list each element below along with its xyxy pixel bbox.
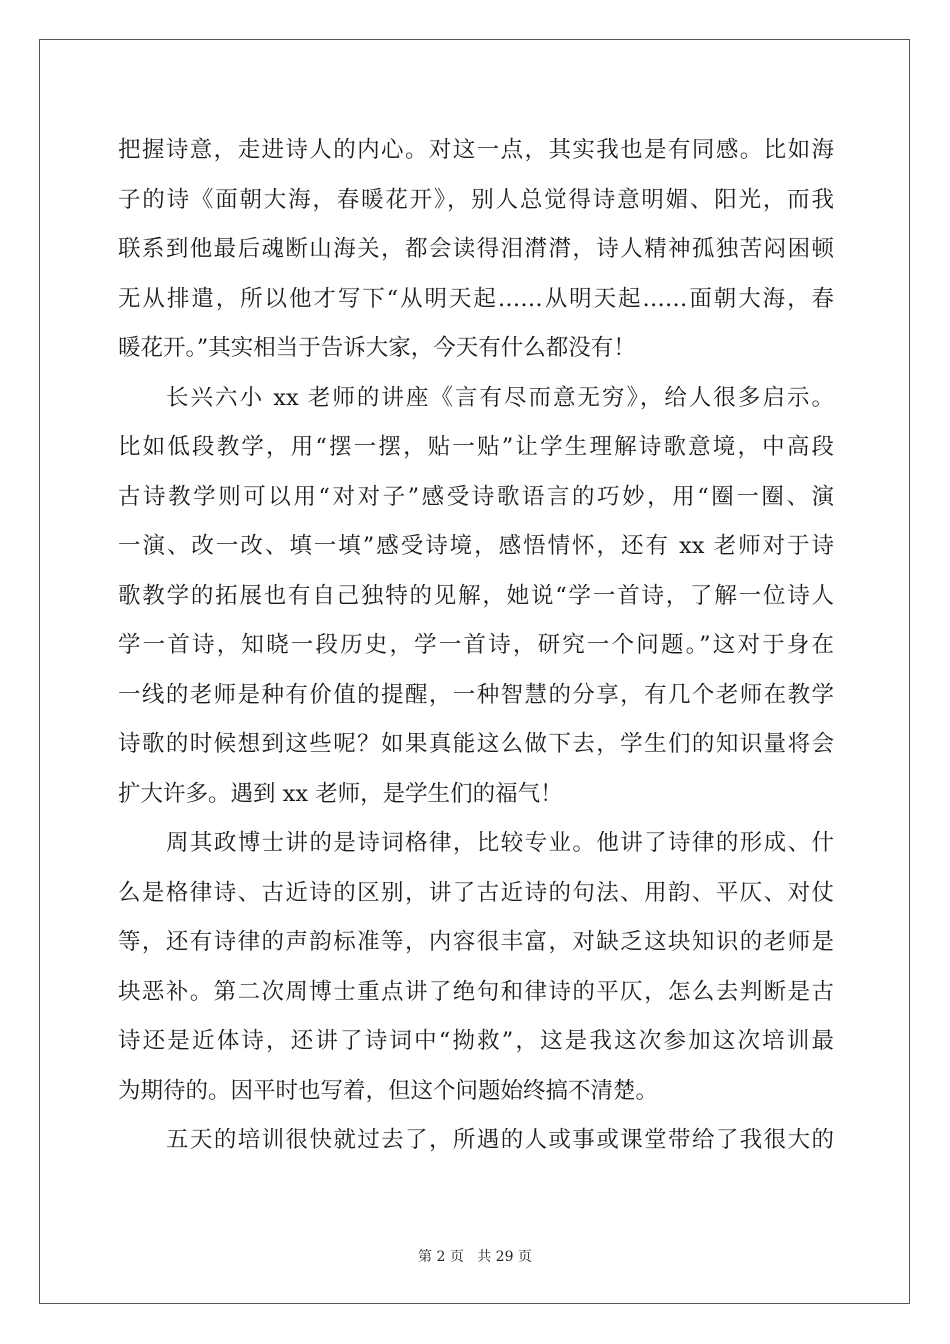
text-line: 一线的老师是种有价值的提醒，一种智慧的分享，有几个老师在教学: [118, 681, 834, 708]
paragraph-first-line: 长兴六小 xx 老师的讲座《言有尽而意无穷》，给人很多启示。: [166, 384, 834, 411]
text-line: 扩大许多。遇到 xx 老师，是学生们的福气！: [118, 780, 563, 807]
text-line: 学一首诗，知晓一段历史，学一首诗，研究一个问题。”这对于身在: [118, 632, 834, 658]
text-line: 古诗教学则可以用“对对子”感受诗歌语言的巧妙，用“圈一圈、演: [118, 483, 834, 510]
text-line: 暖花开。”其实相当于告诉大家，今天有什么都没有！: [118, 335, 636, 361]
page-number: 第 2 页: [418, 1249, 464, 1265]
text-line: 歌教学的拓展也有自己独特的见解，她说“学一首诗，了解一位诗人: [118, 582, 834, 609]
page-total: 共 29 页: [477, 1249, 532, 1265]
page-footer: [0, 1246, 950, 1266]
text-line: 块恶补。第二次周博士重点讲了绝句和律诗的平仄，怎么去判断是古: [118, 978, 834, 1005]
text-line: 比如低段教学，用“摆一摆，贴一贴”让学生理解诗歌意境，中高段: [118, 434, 834, 460]
document-body: [118, 128, 834, 1168]
text-line: 把握诗意，走进诗人的内心。对这一点，其实我也是有同感。比如海: [118, 137, 834, 163]
text-line: 为期待的。因平时也写着，但这个问题始终搞不清楚。: [118, 1077, 659, 1104]
text-line: 子的诗《面朝大海，春暖花开》，别人总觉得诗意明媚、阳光，而我: [118, 186, 834, 213]
text-line: 么是格律诗、古近诗的区别，讲了古近诗的句法、用韵、平仄、对仗: [118, 879, 834, 906]
paragraph-first-line: 五天的培训很快就过去了，所遇的人或事或课堂带给了我很大的: [166, 1127, 834, 1153]
paragraph-first-line: 周其政博士讲的是诗词格律，比较专业。他讲了诗律的形成、什: [166, 830, 834, 856]
text-line: 无从排遣，所以他才写下“从明天起……从明天起……面朝大海，春: [118, 285, 834, 312]
text-line: 等，还有诗律的声韵标准等，内容很丰富，对缺乏这块知识的老师是: [118, 929, 834, 955]
text-line: 诗歌的时候想到这些呢？如果真能这么做下去，学生们的知识量将会: [118, 731, 834, 757]
text-line: 联系到他最后魂断山海关，都会读得泪潸潸，诗人精神孤独苦闷困顿: [118, 236, 834, 262]
text-line: 诗还是近体诗，还讲了诗词中“拗救”，这是我这次参加这次培训最: [118, 1028, 834, 1054]
text-line: 一演、改一改、填一填”感受诗境，感悟情怀，还有 xx 老师对于诗: [118, 533, 834, 559]
